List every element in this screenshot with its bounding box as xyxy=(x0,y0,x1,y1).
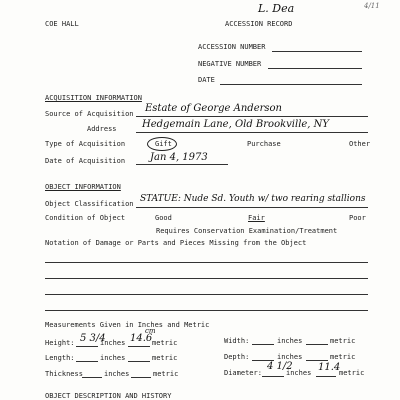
date-label: DATE xyxy=(198,76,215,84)
depth-metric-unit: metric xyxy=(330,353,356,361)
type-option-gift[interactable]: Gift xyxy=(155,140,172,148)
gift-selection-circle xyxy=(147,137,177,151)
diameter-inches-line[interactable] xyxy=(262,376,284,377)
height-metric-value: 14.6 xyxy=(130,333,153,344)
accession-number-label: ACCESSION NUMBER xyxy=(198,43,266,51)
thickness-inches-line[interactable] xyxy=(82,377,102,378)
height-label: Height: xyxy=(45,339,75,347)
classification-value: STATUE: Nude Sd. Youth w/ two rearing stallions xyxy=(140,194,366,204)
width-inches-unit: inches xyxy=(277,337,303,345)
source-value: Estate of George Anderson xyxy=(145,103,282,114)
date-of-acquisition-label: Date of Acquisition xyxy=(45,157,126,165)
condition-label: Condition of Object xyxy=(45,214,126,222)
date-of-acquisition-value: Jan 4, 1973 xyxy=(150,152,208,163)
height-metric-unit: metric xyxy=(152,339,178,347)
measurements-heading: Measurements Given in Inches and Metric xyxy=(45,321,210,329)
damage-line-1[interactable] xyxy=(45,262,368,263)
depth-inches-unit: inches xyxy=(277,353,303,361)
diameter-label: Diameter: xyxy=(224,369,262,377)
damage-line-2[interactable] xyxy=(45,278,368,279)
length-inches-line[interactable] xyxy=(76,361,98,362)
condition-fair[interactable]: Fair xyxy=(248,214,265,222)
condition-poor[interactable]: Poor xyxy=(349,214,366,222)
object-heading: OBJECT INFORMATION xyxy=(45,183,121,191)
form-title: ACCESSION RECORD xyxy=(225,20,293,28)
thickness-inches-unit: inches xyxy=(104,370,130,378)
height-metric-line[interactable] xyxy=(128,346,150,347)
date-line[interactable] xyxy=(220,84,362,85)
thickness-label: Thickness xyxy=(45,370,83,378)
condition-good[interactable]: Good xyxy=(155,214,172,222)
address-label: Address xyxy=(87,125,117,133)
classification-label: Object Classification xyxy=(45,200,134,208)
length-metric-unit: metric xyxy=(152,354,178,362)
height-inches-value: 5 3/4 xyxy=(80,333,106,344)
width-metric-line[interactable] xyxy=(306,344,328,345)
diameter-inches-unit: inches xyxy=(286,369,312,377)
classification-line[interactable] xyxy=(136,207,368,208)
diameter-inches-value: 4 1/2 xyxy=(267,361,293,372)
height-cm-note: cm xyxy=(145,327,156,335)
depth-metric-line[interactable] xyxy=(306,360,328,361)
acquisition-heading: ACQUISITION INFORMATION xyxy=(45,94,142,102)
damage-label: Notation of Damage or Parts and Pieces Missing from the Object xyxy=(45,239,307,247)
date-of-acquisition-line[interactable] xyxy=(136,164,228,165)
damage-line-3[interactable] xyxy=(45,294,368,295)
length-metric-line[interactable] xyxy=(128,361,150,362)
length-inches-unit: inches xyxy=(100,354,126,362)
type-label: Type of Acquisition xyxy=(45,140,126,148)
width-label: Width: xyxy=(224,337,250,345)
accession-number-line[interactable] xyxy=(272,51,362,52)
negative-number-label: NEGATIVE NUMBER xyxy=(198,60,262,68)
corner-note: L. Dea xyxy=(258,2,295,15)
diameter-metric-value: 11.4 xyxy=(318,362,341,373)
corner-number: 4/11 xyxy=(364,2,380,10)
type-option-other[interactable]: Other xyxy=(349,140,371,148)
width-metric-unit: metric xyxy=(330,337,356,345)
address-line[interactable] xyxy=(136,132,368,133)
museum-name: COE HALL xyxy=(45,20,79,28)
length-label: Length: xyxy=(45,354,75,362)
height-inches-line[interactable] xyxy=(76,346,98,347)
thickness-metric-line[interactable] xyxy=(131,377,151,378)
diameter-metric-unit: metric xyxy=(339,369,365,377)
type-option-purchase[interactable]: Purchase xyxy=(247,140,281,148)
damage-line-4[interactable] xyxy=(45,310,368,311)
source-line[interactable] xyxy=(136,116,368,117)
conservation-note: Requires Conservation Examination/Treatment xyxy=(156,227,338,235)
thickness-metric-unit: metric xyxy=(153,370,179,378)
depth-label: Depth: xyxy=(224,353,250,361)
width-inches-line[interactable] xyxy=(252,344,274,345)
diameter-metric-line[interactable] xyxy=(316,376,336,377)
description-heading: OBJECT DESCRIPTION AND HISTORY xyxy=(45,392,172,400)
source-label: Source of Acquisition xyxy=(45,110,134,118)
height-inches-unit: inches xyxy=(100,339,126,347)
address-value: Hedgemain Lane, Old Brookville, NY xyxy=(142,119,330,130)
negative-number-line[interactable] xyxy=(268,68,362,69)
